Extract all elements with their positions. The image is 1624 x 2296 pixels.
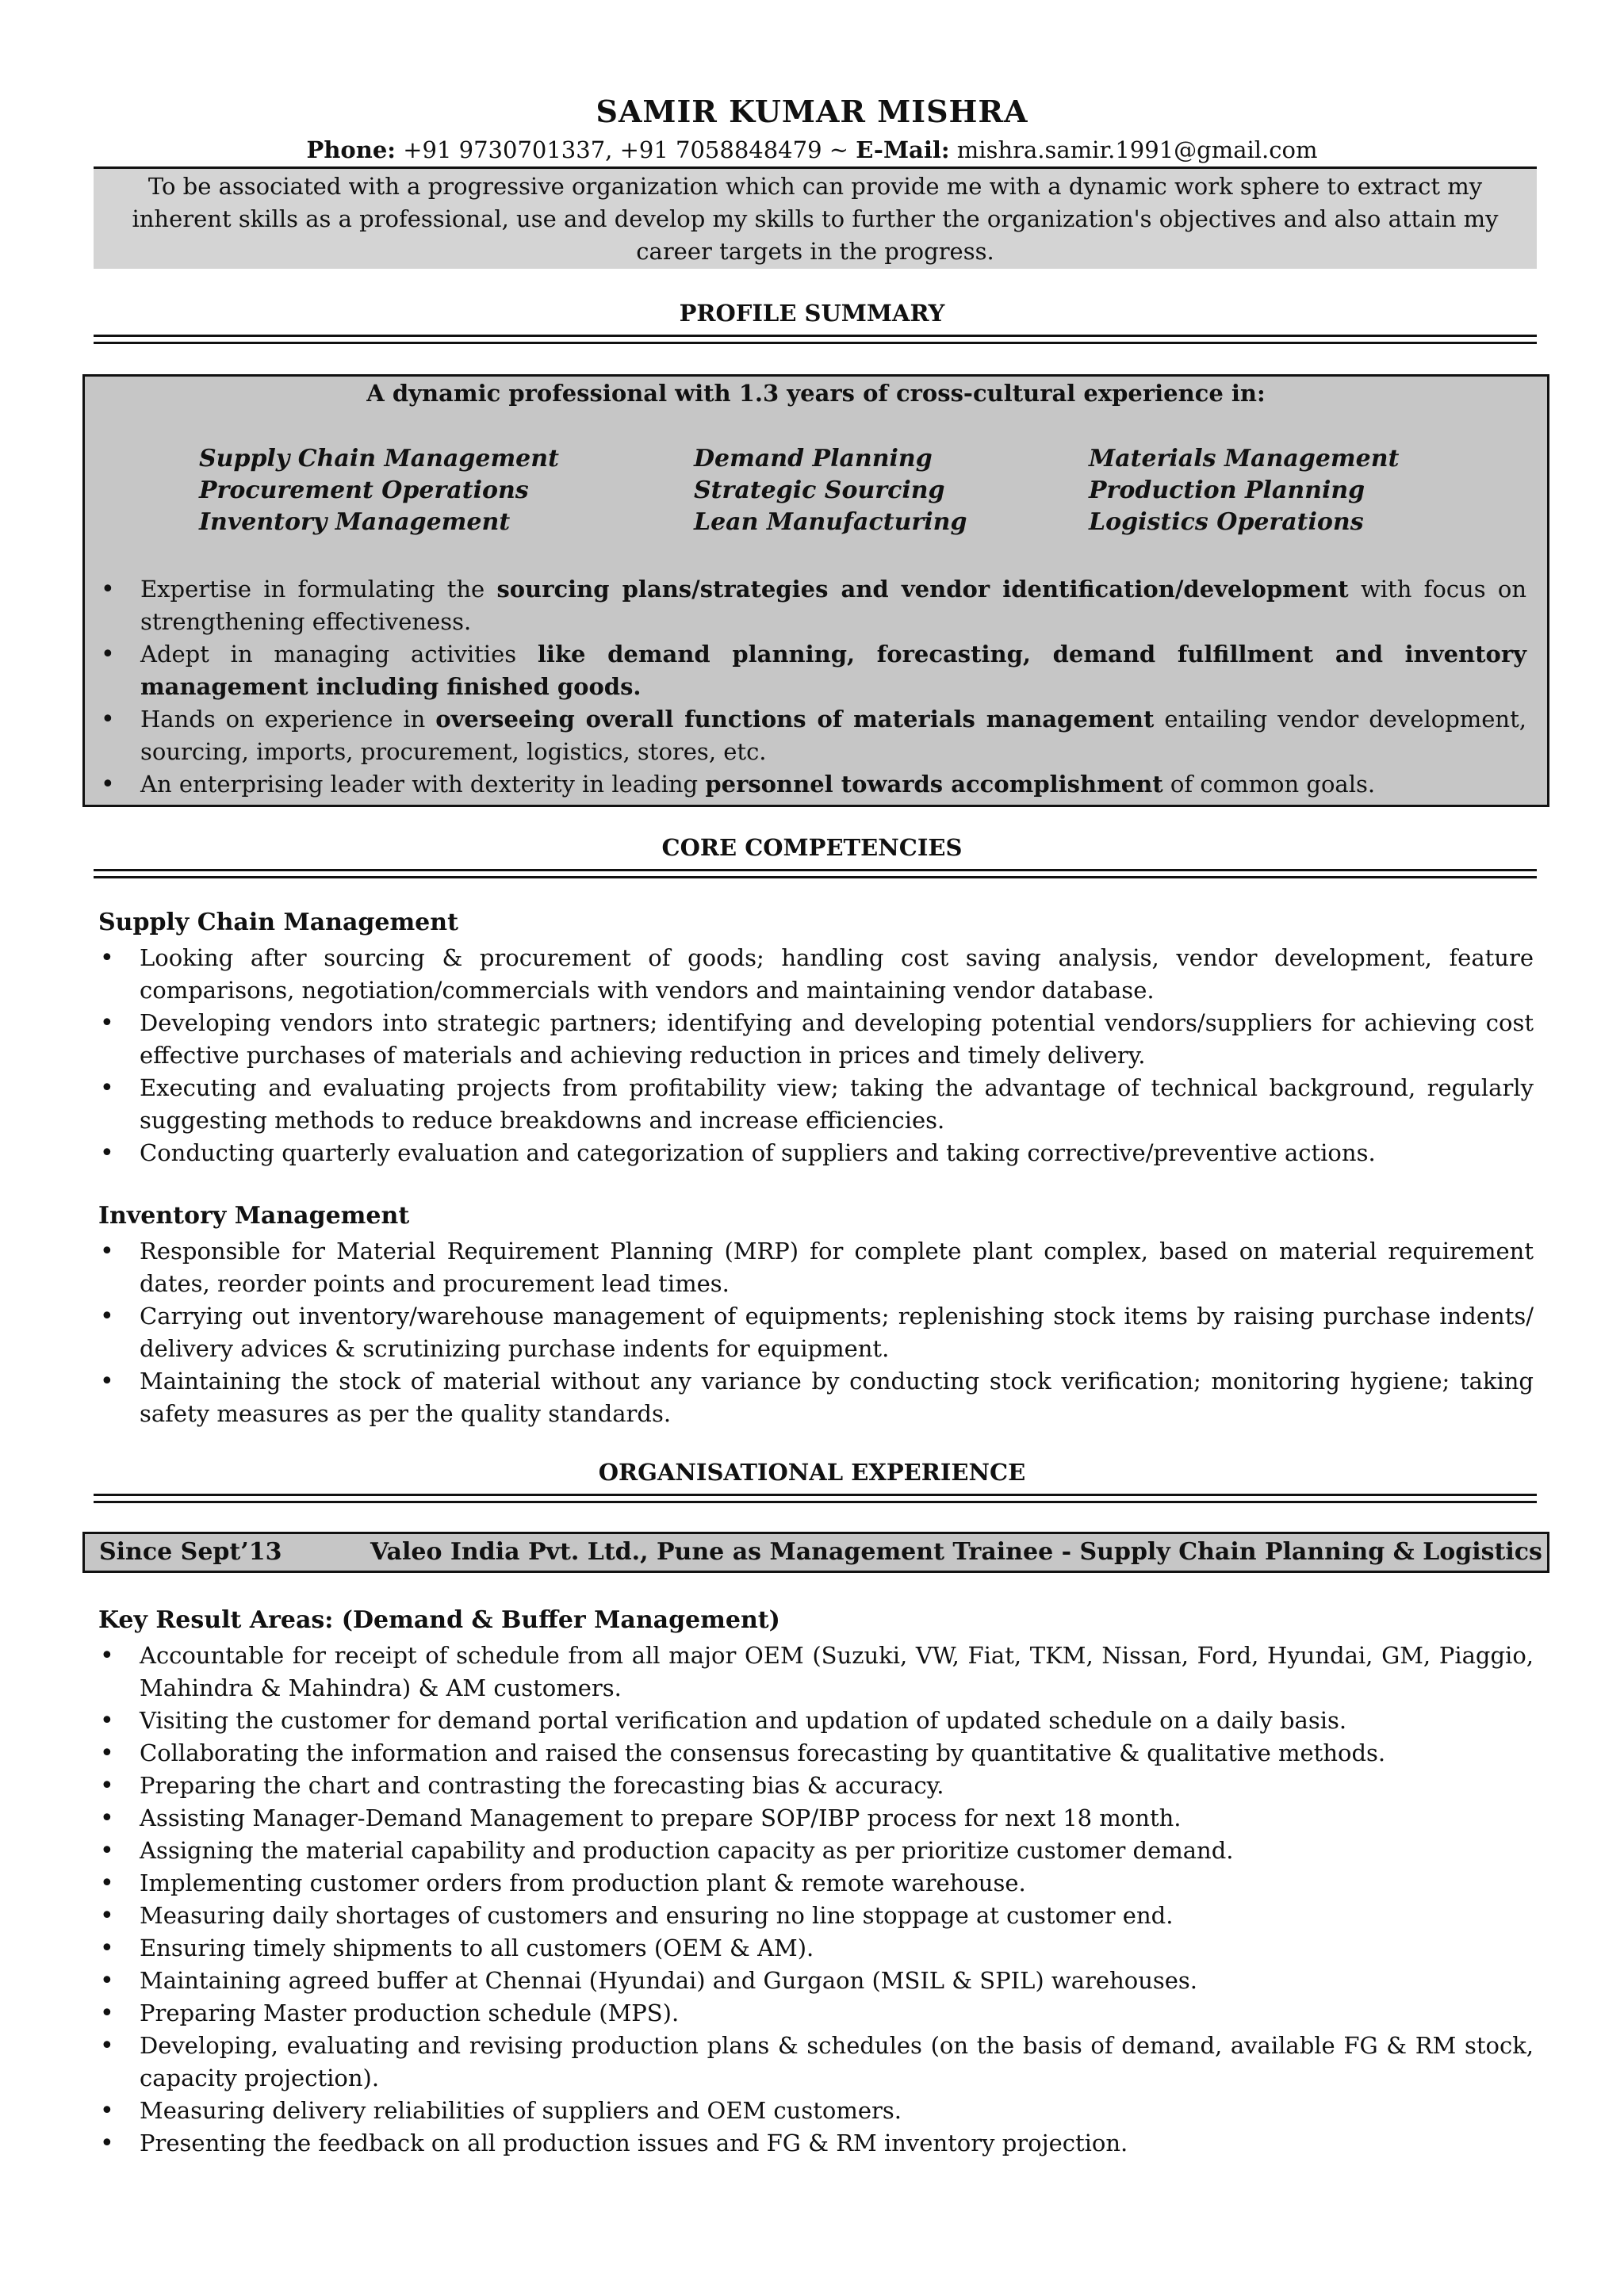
scm-bullets xyxy=(98,942,1534,1169)
experience-header-bar xyxy=(82,1532,1549,1573)
contact-line xyxy=(0,136,1624,163)
subsection-scm: Supply Chain Management xyxy=(98,909,458,936)
list-item: • Maintaining the stock of material without any variance by conducting stock verification; monitoring hygiene; taking safety measures as per the quality standards. xyxy=(98,1365,1534,1430)
objective-line: To be associated with a progressive organization which can provide me with a dynamic work sphere to extract my xyxy=(147,173,1483,200)
section-rule xyxy=(94,335,1537,344)
list-item: • Measuring daily shortages of customers and ensuring no line stoppage at customer end. xyxy=(98,1900,1534,1932)
profile-lead: A dynamic professional with 1.3 years of cross-cultural experience in: xyxy=(366,380,1266,407)
list-item: • Assigning the material capability and production capacity as per prioritize customer demand. xyxy=(98,1835,1534,1867)
skill-item: Production Planning xyxy=(1089,476,1365,504)
email-label: E-Mail: xyxy=(856,136,950,163)
career-objective xyxy=(94,169,1537,269)
section-title-experience: ORGANISATIONAL EXPERIENCE xyxy=(598,1459,1026,1486)
skills-column-1 xyxy=(199,443,559,538)
list-item: • Executing and evaluating projects from profitability view; taking the advantage of technical background, regularly suggesting methods to reduce breakdowns and increase efficiencies. xyxy=(98,1072,1534,1137)
list-item: • Expertise in formulating the sourcing plans/strategies and vendor identification/development with focus on strengthening effectiveness. xyxy=(99,573,1526,638)
subsection-inventory: Inventory Management xyxy=(98,1202,410,1230)
list-item: • Maintaining agreed buffer at Chennai (Hyundai) and Gurgaon (MSIL & SPIL) warehouses. xyxy=(98,1965,1534,1997)
list-item: • Responsible for Material Requirement Planning (MRP) for complete plant complex, based on material requirement dates, reorder points and procurement lead times. xyxy=(98,1235,1534,1300)
list-item: • Developing vendors into strategic partners; identifying and developing potential vendors/suppliers for achieving cost effective purchases of materials and achieving reduction in prices and timely delivery. xyxy=(98,1007,1534,1072)
inventory-bullets xyxy=(98,1235,1534,1430)
skill-item: Demand Planning xyxy=(694,445,933,473)
section-rule xyxy=(94,869,1537,878)
profile-bullets xyxy=(99,573,1526,801)
list-item: • Adept in managing activities like demand planning, forecasting, demand fulfillment and inventory management including finished goods. xyxy=(99,638,1526,703)
skills-column-3 xyxy=(1089,443,1399,538)
list-item: • Developing, evaluating and revising production plans & schedules (on the basis of demand, available FG & RM stock, capacity projection). xyxy=(98,2030,1534,2095)
kra-bullets xyxy=(98,1640,1534,2160)
list-item: • Hands on experience in overseeing overall functions of materials management entailing vendor development, sourcing, imports, procurement, logistics, stores, etc. xyxy=(99,703,1526,768)
list-item: • Preparing Master production schedule (MPS). xyxy=(98,1997,1534,2030)
list-item: • Implementing customer orders from production plant & remote warehouse. xyxy=(98,1867,1534,1900)
list-item: • Preparing the chart and contrasting the forecasting bias & accuracy. xyxy=(98,1770,1534,1802)
objective-line: inherent skills as a professional, use and develop my skills to further the organization's objectives and also attain my xyxy=(132,205,1499,232)
objective-line: career targets in the progress. xyxy=(636,238,994,265)
list-item: • An enterprising leader with dexterity in leading personnel towards accomplishment of common goals. xyxy=(99,768,1526,801)
list-item: • Ensuring timely shipments to all customers (OEM & AM). xyxy=(98,1932,1534,1965)
list-item: • Collaborating the information and raised the consensus forecasting by quantitative & qualitative methods. xyxy=(98,1737,1534,1770)
section-rule xyxy=(94,1494,1537,1503)
list-item: • Accountable for receipt of schedule from all major OEM (Suzuki, VW, Fiat, TKM, Nissan, Ford, Hyundai, GM, Piaggio, Mahindra & Mahindra) & AM customers. xyxy=(98,1640,1534,1705)
candidate-name: SAMIR KUMAR MISHRA xyxy=(596,94,1028,129)
skill-item: Materials Management xyxy=(1089,445,1400,473)
experience-role: Valeo India Pvt. Ltd., Pune as Management Trainee - Supply Chain Planning & Logistics xyxy=(370,1538,1542,1566)
skill-item: Lean Manufacturing xyxy=(694,508,967,536)
list-item: • Carrying out inventory/warehouse management of equipments; replenishing stock items by raising purchase indents/ delivery advices & scrutinizing purchase indents for equipment. xyxy=(98,1300,1534,1365)
skill-item: Strategic Sourcing xyxy=(694,476,945,504)
section-title-competencies: CORE COMPETENCIES xyxy=(661,834,963,861)
list-item: • Looking after sourcing & procurement of goods; handling cost saving analysis, vendor development, feature comparisons, negotiation/commercials with vendors and maintaining vendor database. xyxy=(98,942,1534,1007)
section-title-profile: PROFILE SUMMARY xyxy=(679,300,945,327)
skill-item: Supply Chain Management xyxy=(199,445,559,473)
list-item: • Conducting quarterly evaluation and categorization of suppliers and taking corrective/preventive actions. xyxy=(98,1137,1534,1169)
key-result-areas-title: Key Result Areas: (Demand & Buffer Management) xyxy=(98,1606,780,1634)
experience-since: Since Sept’13 xyxy=(99,1538,282,1566)
list-item: • Measuring delivery reliabilities of suppliers and OEM customers. xyxy=(98,2095,1534,2127)
skill-item: Procurement Operations xyxy=(199,476,529,504)
email-value: mishra.samir.1991@gmail.com xyxy=(956,136,1318,163)
list-item: • Assisting Manager-Demand Management to prepare SOP/IBP process for next 18 month. xyxy=(98,1802,1534,1835)
list-item: • Visiting the customer for demand portal verification and updation of updated schedule on a daily basis. xyxy=(98,1705,1534,1737)
skill-item: Inventory Management xyxy=(199,508,511,536)
list-item: • Presenting the feedback on all production issues and FG & RM inventory projection. xyxy=(98,2127,1534,2160)
skills-column-2 xyxy=(694,443,967,538)
phone-label: Phone: xyxy=(306,136,396,163)
profile-summary-box xyxy=(82,374,1549,807)
skill-item: Logistics Operations xyxy=(1089,508,1364,536)
phone-value: +91 9730701337, +91 7058848479 ~ xyxy=(403,136,856,163)
